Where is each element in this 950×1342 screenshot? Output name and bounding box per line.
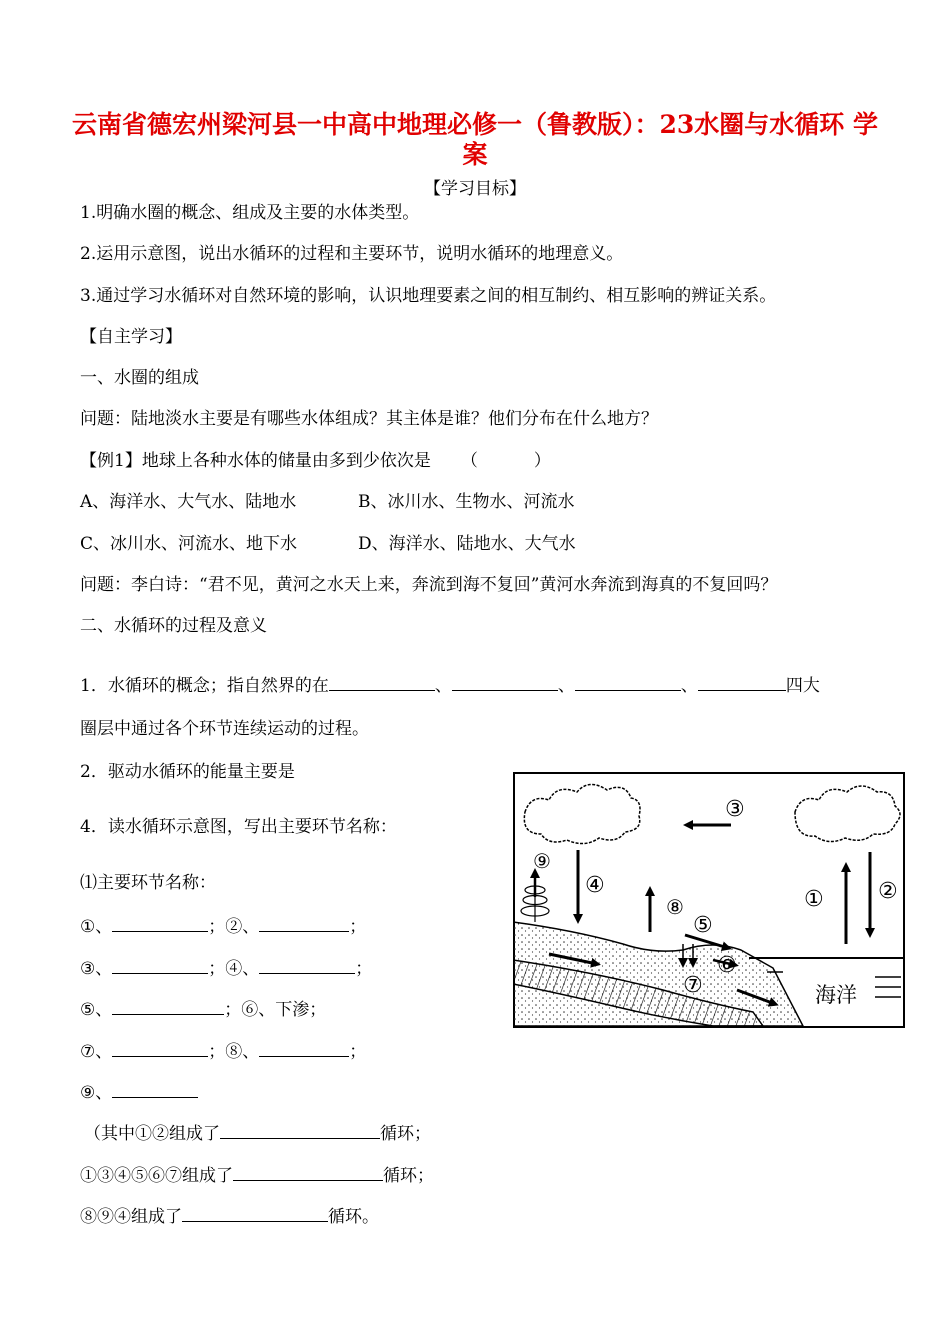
item-label-9: ⑨、 [80,1083,113,1103]
label-6: ⑥ [717,953,737,978]
cycle2-prefix: ①③④⑤⑥⑦组成了 [80,1166,233,1186]
concept-suffix: 四大 [785,676,820,696]
item-label-6: ⑥、下渗； [241,1000,327,1020]
cycle1-suffix: 循环； [380,1124,431,1144]
objective-1: 1.明确水圈的概念、组成及主要的水体类型。 [80,203,420,223]
label-5: ⑤ [693,913,713,938]
semicolon: ； [208,959,226,979]
blank-sphere-3[interactable] [575,672,681,691]
self-study-header: 【自主学习】 [80,327,182,347]
label-3: ③ [725,797,745,822]
semicolon: ； [349,1042,367,1062]
item-label-7: ⑦、 [80,1042,113,1062]
option-a: A、海洋水、大气水、陆地水 [80,492,297,512]
sub-heading-names: ⑴主要环节名称： [80,873,216,893]
item-label-1: ①、 [80,917,113,937]
blank-cycle-3[interactable] [182,1203,328,1222]
label-4: ④ [585,873,605,898]
question-diagram: 4．读水循环示意图，写出主要环节名称： [80,817,397,837]
concept-prefix: 1．水循环的概念；指自然界的在 [80,676,329,696]
item-row-4 [80,1038,366,1063]
cycle-row-1 [84,1120,431,1145]
cycle2-suffix: 循环； [383,1166,434,1186]
water-cycle-diagram [513,772,905,1028]
option-c: C、冰川水、河流水、地下水 [80,534,298,554]
label-7: ⑦ [683,973,703,998]
label-8: ⑧ [666,895,684,919]
semicolon: ； [349,917,367,937]
item-label-8: ⑧、 [225,1042,260,1062]
option-d: D、海洋水、陆地水、大气水 [358,534,576,554]
label-9: ⑨ [533,849,551,873]
example-bracket-close: ） [533,451,551,471]
objectives-header: 【学习目标】 [424,179,526,199]
cycle1-prefix: （其中①②组成了 [84,1124,220,1144]
blank-item-8[interactable] [259,1038,349,1057]
semicolon: ； [355,959,373,979]
blank-item-2[interactable] [259,913,349,932]
blank-cycle-2[interactable] [233,1162,383,1181]
objective-2: 2.运用示意图，说出水循环的过程和主要环节，说明水循环的地理意义。 [80,244,624,264]
label-1: ① [804,887,824,912]
cycle3-suffix: 循环。 [328,1207,379,1227]
example-text: 【例1】地球上各种水体的储量由多到少依次是 [80,451,431,471]
blank-cycle-1[interactable] [220,1120,380,1139]
semicolon: ； [208,917,226,937]
cycle-row-2 [80,1162,434,1187]
blank-sphere-1[interactable] [329,672,435,691]
item-row-5 [80,1079,198,1104]
blank-sphere-4[interactable] [698,672,786,691]
semicolon: ； [224,1000,242,1020]
item-row-1 [80,913,366,938]
semicolon: ； [208,1042,226,1062]
blank-item-3[interactable] [112,955,208,974]
question-freshwater: 问题：陆地淡水主要是有哪些水体组成？其主体是谁？他们分布在什么地方？ [80,409,658,429]
objective-3: 3.通过学习水循环对自然环境的影响，认识地理要素之间的相互制约、相互影响的辨证关系。 [80,286,777,306]
label-2: ② [878,879,898,904]
cycle3-prefix: ⑧⑨④组成了 [80,1207,182,1227]
blank-item-9[interactable] [112,1079,198,1098]
example-bracket-open: （ [460,451,478,471]
item-row-3 [80,996,326,1021]
example-1 [80,450,551,472]
blank-item-4[interactable] [259,955,355,974]
blank-item-1[interactable] [112,913,208,932]
section2-heading: 二、水循环的过程及意义 [80,616,267,636]
cycle-row-3 [80,1203,379,1228]
question-energy: 2．驱动水循环的能量主要是 [80,762,295,782]
blank-sphere-2[interactable] [452,672,558,691]
item-label-4: ④、 [225,959,260,979]
page-title: 云南省德宏州梁河县一中高中地理必修一（鲁教版）：23水圈与水循环 学案 [72,110,878,169]
section1-heading: 一、水圈的组成 [80,368,199,388]
option-b: B、冰川水、生物水、河流水 [358,492,575,512]
question-concept: 1．水循环的概念；指自然界的在 、 、 、 四大 [80,672,820,697]
item-row-2 [80,955,372,980]
item-label-5: ⑤、 [80,1000,113,1020]
blank-item-7[interactable] [112,1038,208,1057]
item-label-2: ②、 [225,917,260,937]
question-libai: 问题：李白诗：“君不见，黄河之水天上来，奔流到海不复回”黄河水奔流到海真的不复回吗？ [80,575,778,595]
item-label-3: ③、 [80,959,113,979]
ocean-label: 海洋 [815,983,857,1007]
concept-continued: 圈层中通过各个环节连续运动的过程。 [80,719,369,739]
blank-item-5[interactable] [112,996,224,1015]
